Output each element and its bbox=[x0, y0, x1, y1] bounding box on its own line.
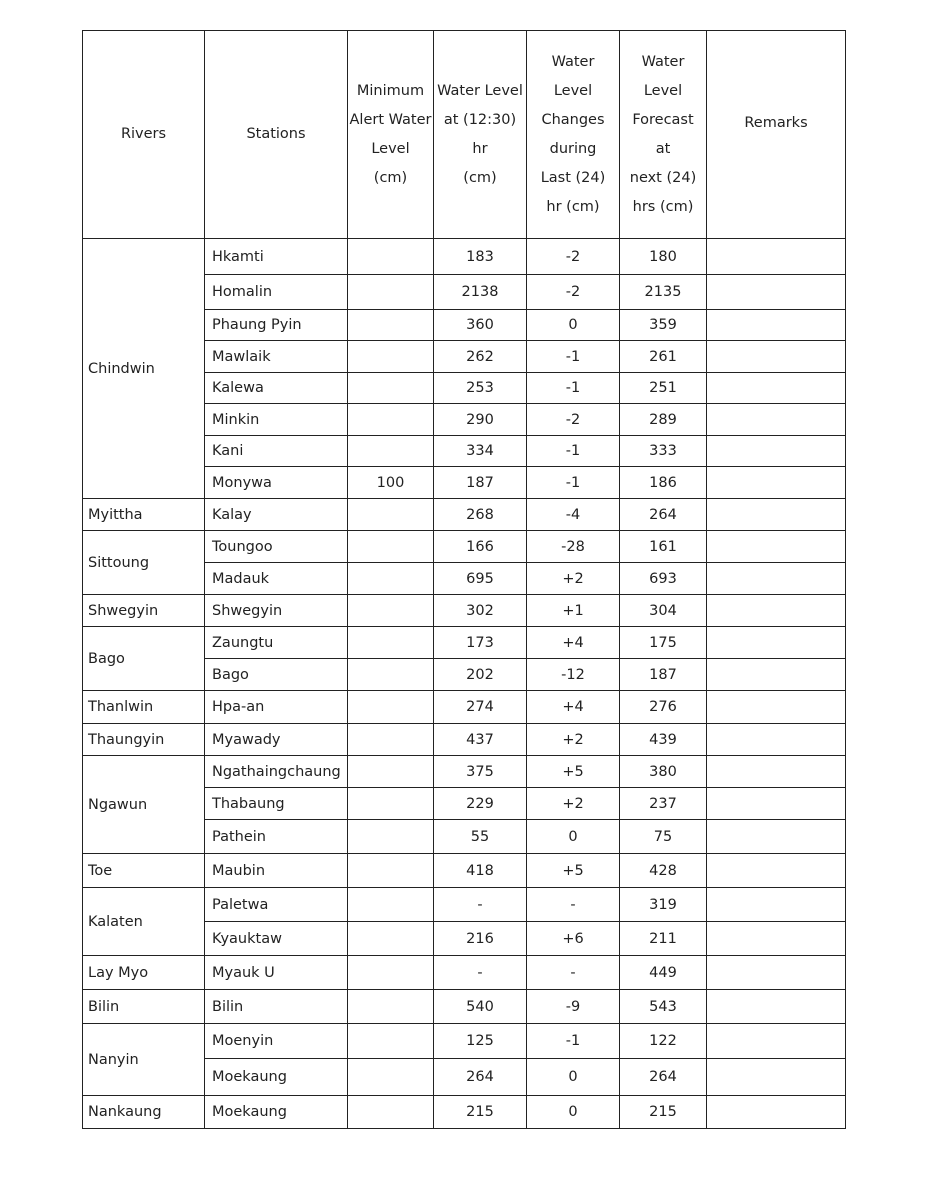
station-cell: Maubin bbox=[205, 854, 348, 888]
forecast-cell: 693 bbox=[620, 563, 707, 595]
water-level-cell: 125 bbox=[434, 1024, 527, 1059]
forecast-cell: 175 bbox=[620, 627, 707, 659]
water-level-cell: 187 bbox=[434, 467, 527, 499]
remarks-cell bbox=[707, 1096, 846, 1129]
change-cell: -12 bbox=[527, 659, 620, 691]
station-cell: Kalay bbox=[205, 499, 348, 531]
forecast-cell: 304 bbox=[620, 595, 707, 627]
remarks-cell bbox=[707, 341, 846, 373]
change-cell: -1 bbox=[527, 1024, 620, 1059]
remarks-cell bbox=[707, 854, 846, 888]
remarks-cell bbox=[707, 922, 846, 956]
header-line: at (12:30) hr bbox=[443, 111, 517, 157]
table-row bbox=[83, 499, 846, 531]
forecast-cell: 2135 bbox=[620, 275, 707, 310]
water-level-cell: - bbox=[434, 888, 527, 922]
river-cell: Toe bbox=[83, 854, 205, 888]
remarks-cell bbox=[707, 627, 846, 659]
change-cell: +2 bbox=[527, 563, 620, 595]
forecast-cell: 380 bbox=[620, 756, 707, 788]
remarks-cell bbox=[707, 659, 846, 691]
alert-level-cell bbox=[348, 888, 434, 922]
change-cell: +1 bbox=[527, 595, 620, 627]
table-row bbox=[83, 854, 846, 888]
change-cell: +5 bbox=[527, 756, 620, 788]
forecast-cell: 161 bbox=[620, 531, 707, 563]
alert-level-cell bbox=[348, 275, 434, 310]
station-cell: Madauk bbox=[205, 563, 348, 595]
water-level-table bbox=[82, 30, 846, 1129]
alert-level-cell bbox=[348, 373, 434, 404]
remarks-cell bbox=[707, 563, 846, 595]
station-cell: Toungoo bbox=[205, 531, 348, 563]
alert-level-cell bbox=[348, 659, 434, 691]
forecast-cell: 319 bbox=[620, 888, 707, 922]
table-row bbox=[83, 691, 846, 724]
water-level-cell: 229 bbox=[434, 788, 527, 820]
station-cell: Ngathaingchaung bbox=[205, 756, 348, 788]
water-level-cell: - bbox=[434, 956, 527, 990]
change-cell: -1 bbox=[527, 341, 620, 373]
header-line: Changes bbox=[541, 111, 605, 128]
table-row bbox=[83, 724, 846, 756]
header-min-alert bbox=[348, 31, 434, 239]
forecast-cell: 187 bbox=[620, 659, 707, 691]
remarks-cell bbox=[707, 990, 846, 1024]
change-cell: -1 bbox=[527, 467, 620, 499]
water-level-cell: 55 bbox=[434, 820, 527, 854]
station-cell: Homalin bbox=[205, 275, 348, 310]
remarks-cell bbox=[707, 756, 846, 788]
table-row bbox=[83, 627, 846, 659]
remarks-cell bbox=[707, 275, 846, 310]
table-row bbox=[83, 1096, 846, 1129]
remarks-cell bbox=[707, 1024, 846, 1059]
water-level-cell: 166 bbox=[434, 531, 527, 563]
river-cell: Kalaten bbox=[83, 888, 205, 956]
river-cell: Ngawun bbox=[83, 756, 205, 854]
alert-level-cell bbox=[348, 531, 434, 563]
alert-level-cell bbox=[348, 990, 434, 1024]
forecast-cell: 264 bbox=[620, 1059, 707, 1096]
forecast-cell: 439 bbox=[620, 724, 707, 756]
station-cell: Myauk U bbox=[205, 956, 348, 990]
header-line: during bbox=[549, 140, 597, 157]
station-cell: Minkin bbox=[205, 404, 348, 436]
change-cell: - bbox=[527, 888, 620, 922]
station-cell: Bago bbox=[205, 659, 348, 691]
alert-level-cell bbox=[348, 724, 434, 756]
header-remarks: Remarks bbox=[707, 31, 846, 239]
station-cell: Monywa bbox=[205, 467, 348, 499]
forecast-cell: 186 bbox=[620, 467, 707, 499]
alert-level-cell bbox=[348, 1059, 434, 1096]
water-level-cell: 418 bbox=[434, 854, 527, 888]
remarks-cell bbox=[707, 499, 846, 531]
header-line: Last (24) bbox=[540, 169, 606, 186]
forecast-cell: 215 bbox=[620, 1096, 707, 1129]
remarks-cell bbox=[707, 1059, 846, 1096]
alert-level-cell bbox=[348, 756, 434, 788]
change-cell: +2 bbox=[527, 788, 620, 820]
river-cell: Bago bbox=[83, 627, 205, 691]
remarks-cell bbox=[707, 788, 846, 820]
station-cell: Kani bbox=[205, 436, 348, 467]
table-row bbox=[83, 888, 846, 922]
forecast-cell: 211 bbox=[620, 922, 707, 956]
river-cell: Bilin bbox=[83, 990, 205, 1024]
river-cell: Nanyin bbox=[83, 1024, 205, 1096]
change-cell: +5 bbox=[527, 854, 620, 888]
water-level-cell: 302 bbox=[434, 595, 527, 627]
river-cell: Thanlwin bbox=[83, 691, 205, 724]
alert-level-cell: 100 bbox=[348, 467, 434, 499]
header-line: Water bbox=[551, 53, 595, 70]
water-level-cell: 360 bbox=[434, 310, 527, 341]
forecast-cell: 75 bbox=[620, 820, 707, 854]
header-line: next (24) bbox=[629, 169, 697, 186]
remarks-cell bbox=[707, 956, 846, 990]
alert-level-cell bbox=[348, 499, 434, 531]
table-row bbox=[83, 956, 846, 990]
forecast-cell: 264 bbox=[620, 499, 707, 531]
header-stations: Stations bbox=[205, 31, 348, 239]
change-cell: 0 bbox=[527, 310, 620, 341]
header-line: Water Level bbox=[437, 82, 523, 99]
water-level-cell: 262 bbox=[434, 341, 527, 373]
alert-level-cell bbox=[348, 922, 434, 956]
alert-level-cell bbox=[348, 854, 434, 888]
change-cell: 0 bbox=[527, 1059, 620, 1096]
header-line: hrs (cm) bbox=[632, 198, 694, 215]
remarks-cell bbox=[707, 595, 846, 627]
change-cell: -1 bbox=[527, 373, 620, 404]
station-cell: Mawlaik bbox=[205, 341, 348, 373]
forecast-cell: 261 bbox=[620, 341, 707, 373]
water-level-cell: 202 bbox=[434, 659, 527, 691]
alert-level-cell bbox=[348, 956, 434, 990]
header-line: Level bbox=[371, 140, 410, 157]
forecast-cell: 237 bbox=[620, 788, 707, 820]
change-cell: -9 bbox=[527, 990, 620, 1024]
change-cell: +4 bbox=[527, 627, 620, 659]
alert-level-cell bbox=[348, 341, 434, 373]
station-cell: Hpa-an bbox=[205, 691, 348, 724]
header-line: Alert Water bbox=[349, 111, 432, 128]
alert-level-cell bbox=[348, 595, 434, 627]
station-cell: Hkamti bbox=[205, 239, 348, 275]
station-cell: Kalewa bbox=[205, 373, 348, 404]
station-cell: Myawady bbox=[205, 724, 348, 756]
water-level-cell: 268 bbox=[434, 499, 527, 531]
remarks-cell bbox=[707, 310, 846, 341]
alert-level-cell bbox=[348, 788, 434, 820]
alert-level-cell bbox=[348, 563, 434, 595]
forecast-cell: 276 bbox=[620, 691, 707, 724]
river-cell: Thaungyin bbox=[83, 724, 205, 756]
station-cell: Moenyin bbox=[205, 1024, 348, 1059]
alert-level-cell bbox=[348, 404, 434, 436]
change-cell: -28 bbox=[527, 531, 620, 563]
header-line: (cm) bbox=[373, 169, 408, 186]
station-cell: Moekaung bbox=[205, 1096, 348, 1129]
remarks-cell bbox=[707, 531, 846, 563]
table-row bbox=[83, 531, 846, 563]
table-row bbox=[83, 756, 846, 788]
header-row bbox=[83, 31, 846, 239]
header-changes bbox=[527, 31, 620, 239]
forecast-cell: 180 bbox=[620, 239, 707, 275]
remarks-cell bbox=[707, 691, 846, 724]
header-line: at bbox=[655, 140, 671, 157]
water-level-cell: 695 bbox=[434, 563, 527, 595]
river-cell: Sittoung bbox=[83, 531, 205, 595]
table-row bbox=[83, 1024, 846, 1059]
water-level-cell: 375 bbox=[434, 756, 527, 788]
station-cell: Paletwa bbox=[205, 888, 348, 922]
water-level-cell: 173 bbox=[434, 627, 527, 659]
header-line: Forecast bbox=[632, 111, 694, 128]
header-line: Minimum bbox=[356, 82, 425, 99]
alert-level-cell bbox=[348, 1096, 434, 1129]
water-level-cell: 290 bbox=[434, 404, 527, 436]
change-cell: -2 bbox=[527, 239, 620, 275]
change-cell: - bbox=[527, 956, 620, 990]
forecast-cell: 251 bbox=[620, 373, 707, 404]
remarks-cell bbox=[707, 820, 846, 854]
remarks-cell bbox=[707, 373, 846, 404]
remarks-cell bbox=[707, 404, 846, 436]
river-cell: Lay Myo bbox=[83, 956, 205, 990]
change-cell: -2 bbox=[527, 404, 620, 436]
header-rivers: Rivers bbox=[83, 31, 205, 239]
station-cell: Thabaung bbox=[205, 788, 348, 820]
water-level-cell: 183 bbox=[434, 239, 527, 275]
station-cell: Moekaung bbox=[205, 1059, 348, 1096]
change-cell: -1 bbox=[527, 436, 620, 467]
change-cell: +6 bbox=[527, 922, 620, 956]
water-level-cell: 253 bbox=[434, 373, 527, 404]
water-level-cell: 264 bbox=[434, 1059, 527, 1096]
river-cell: Chindwin bbox=[83, 239, 205, 499]
alert-level-cell bbox=[348, 691, 434, 724]
station-cell: Zaungtu bbox=[205, 627, 348, 659]
alert-level-cell bbox=[348, 239, 434, 275]
river-cell: Myittha bbox=[83, 499, 205, 531]
alert-level-cell bbox=[348, 310, 434, 341]
water-level-cell: 216 bbox=[434, 922, 527, 956]
remarks-cell bbox=[707, 724, 846, 756]
alert-level-cell bbox=[348, 1024, 434, 1059]
forecast-cell: 428 bbox=[620, 854, 707, 888]
change-cell: -2 bbox=[527, 275, 620, 310]
station-cell: Phaung Pyin bbox=[205, 310, 348, 341]
water-level-cell: 334 bbox=[434, 436, 527, 467]
header-water-level bbox=[434, 31, 527, 239]
alert-level-cell bbox=[348, 627, 434, 659]
station-cell: Bilin bbox=[205, 990, 348, 1024]
header-forecast bbox=[620, 31, 707, 239]
change-cell: +2 bbox=[527, 724, 620, 756]
header-line: (cm) bbox=[463, 169, 497, 186]
forecast-cell: 543 bbox=[620, 990, 707, 1024]
forecast-cell: 449 bbox=[620, 956, 707, 990]
alert-level-cell bbox=[348, 436, 434, 467]
change-cell: -4 bbox=[527, 499, 620, 531]
change-cell: +4 bbox=[527, 691, 620, 724]
header-line: Level bbox=[553, 82, 593, 99]
water-level-cell: 2138 bbox=[434, 275, 527, 310]
remarks-cell bbox=[707, 239, 846, 275]
water-level-cell: 215 bbox=[434, 1096, 527, 1129]
station-cell: Kyauktaw bbox=[205, 922, 348, 956]
station-cell: Shwegyin bbox=[205, 595, 348, 627]
header-line: Level bbox=[643, 82, 683, 99]
change-cell: 0 bbox=[527, 1096, 620, 1129]
change-cell: 0 bbox=[527, 820, 620, 854]
river-cell: Nankaung bbox=[83, 1096, 205, 1129]
river-cell: Shwegyin bbox=[83, 595, 205, 627]
water-level-cell: 274 bbox=[434, 691, 527, 724]
table-row bbox=[83, 990, 846, 1024]
forecast-cell: 333 bbox=[620, 436, 707, 467]
water-level-cell: 437 bbox=[434, 724, 527, 756]
remarks-cell bbox=[707, 888, 846, 922]
header-line: hr (cm) bbox=[546, 198, 600, 215]
remarks-cell bbox=[707, 436, 846, 467]
remarks-cell bbox=[707, 467, 846, 499]
table-body bbox=[83, 239, 846, 1129]
forecast-cell: 122 bbox=[620, 1024, 707, 1059]
station-cell: Pathein bbox=[205, 820, 348, 854]
alert-level-cell bbox=[348, 820, 434, 854]
water-level-cell: 540 bbox=[434, 990, 527, 1024]
forecast-cell: 289 bbox=[620, 404, 707, 436]
table-row bbox=[83, 239, 846, 275]
forecast-cell: 359 bbox=[620, 310, 707, 341]
header-line: Water bbox=[641, 53, 685, 70]
table-row bbox=[83, 595, 846, 627]
